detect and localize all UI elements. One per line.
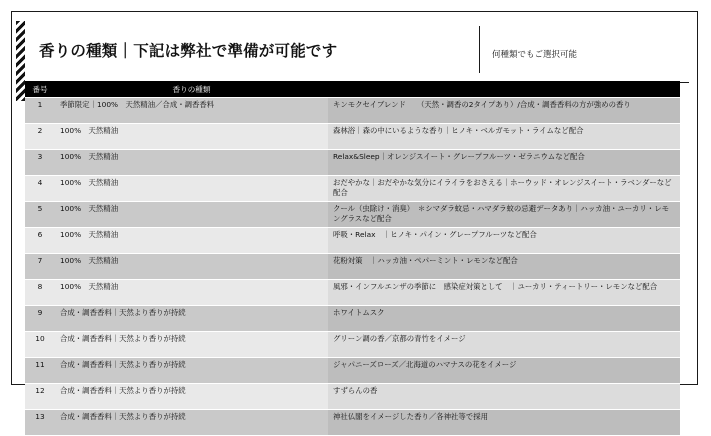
table-row xyxy=(25,124,680,149)
row-number: 6 xyxy=(25,228,55,253)
table-row xyxy=(25,150,680,175)
table-row xyxy=(25,332,680,357)
table-row xyxy=(25,280,680,305)
row-number: 3 xyxy=(25,150,55,175)
scent-description: ホワイトムスク xyxy=(328,306,680,331)
table-row xyxy=(25,98,680,123)
scent-type: 合成・調香香料｜天然より香りが持続 xyxy=(55,332,328,357)
scent-description: グリーン調の香／京都の青竹をイメージ xyxy=(328,332,680,357)
table-row xyxy=(25,358,680,383)
scent-description: 風邪・インフルエンザの季節に 感染症対策として ｜ユーカリ・ティートリー・レモンなど配合 xyxy=(328,280,680,305)
column-header-description xyxy=(328,81,680,97)
table-row xyxy=(25,228,680,253)
column-header-number: 番号 xyxy=(25,81,55,97)
scent-description: Relax&Sleep｜オレンジスイート・グレープフルーツ・ゼラニウムなど配合 xyxy=(328,150,680,175)
scent-description: おだやかな｜おだやかな気分にイライラをおさえる｜ホーウッド・オレンジスイート・ラベンダーなど配合 xyxy=(328,176,680,201)
row-number: 11 xyxy=(25,358,55,383)
scent-description: キンモクセイブレンド （天然・調香の2タイプあり）/合成・調香香料の方が強めの香り xyxy=(328,98,680,123)
table-header-row xyxy=(25,81,680,97)
row-number: 12 xyxy=(25,384,55,409)
scent-type: 100% 天然精油 xyxy=(55,150,328,175)
table-row xyxy=(25,384,680,409)
table-row xyxy=(25,202,680,227)
scent-type: 100% 天然精油 xyxy=(55,228,328,253)
selection-note: 何種類でもご選択可能 xyxy=(492,50,578,60)
row-number: 10 xyxy=(25,332,55,357)
scent-type: 合成・調香香料｜天然より香りが持続 xyxy=(55,358,328,383)
scent-type: 100% 天然精油 xyxy=(55,254,328,279)
column-header-type: 香りの種類 xyxy=(55,81,328,97)
scent-type: 100% 天然精油 xyxy=(55,280,328,305)
table-row xyxy=(25,176,680,201)
scent-description: 呼吸・Relax ｜ヒノキ・パイン・グレープフルーツなど配合 xyxy=(328,228,680,253)
scent-description: 森林浴｜森の中にいるような香り｜ヒノキ・ベルガモット・ライムなど配合 xyxy=(328,124,680,149)
row-number: 9 xyxy=(25,306,55,331)
row-number: 7 xyxy=(25,254,55,279)
table-row xyxy=(25,254,680,279)
scent-type: 100% 天然精油 xyxy=(55,124,328,149)
page-title: 香りの種類｜下記は弊社で準備が可能です xyxy=(39,42,338,60)
table-row xyxy=(25,306,680,331)
scent-type: 100% 天然精油 xyxy=(55,202,328,227)
scent-description: クール（虫除け・消臭） ＊シマダラ蚊忌・ハマダラ蚊の忌避データあり｜ハッカ油・ユーカリ・レモングラスなど配合 xyxy=(328,202,680,227)
scent-table xyxy=(25,80,680,436)
scent-type: 合成・調香香料｜天然より香りが持続 xyxy=(55,410,328,435)
row-number: 5 xyxy=(25,202,55,227)
scent-description: ジャパニーズローズ／北海道のハマナスの花をイメージ xyxy=(328,358,680,383)
row-number: 1 xyxy=(25,98,55,123)
table-row xyxy=(25,410,680,435)
header-divider xyxy=(479,26,480,73)
scent-type: 合成・調香香料｜天然より香りが持続 xyxy=(55,384,328,409)
decorative-stripes xyxy=(16,21,25,101)
scent-type: 100% 天然精油 xyxy=(55,176,328,201)
scent-description: 神社仏閣をイメージした香り／各神社等で採用 xyxy=(328,410,680,435)
row-number: 2 xyxy=(25,124,55,149)
scent-type: 季節限定｜100% 天然精油／合成・調香香料 xyxy=(55,98,328,123)
row-number: 13 xyxy=(25,410,55,435)
scent-type: 合成・調香香料｜天然より香りが持続 xyxy=(55,306,328,331)
row-number: 4 xyxy=(25,176,55,201)
scent-description: すずらんの香 xyxy=(328,384,680,409)
row-number: 8 xyxy=(25,280,55,305)
scent-description: 花粉対策 ｜ハッカ油・ペパーミント・レモンなど配合 xyxy=(328,254,680,279)
